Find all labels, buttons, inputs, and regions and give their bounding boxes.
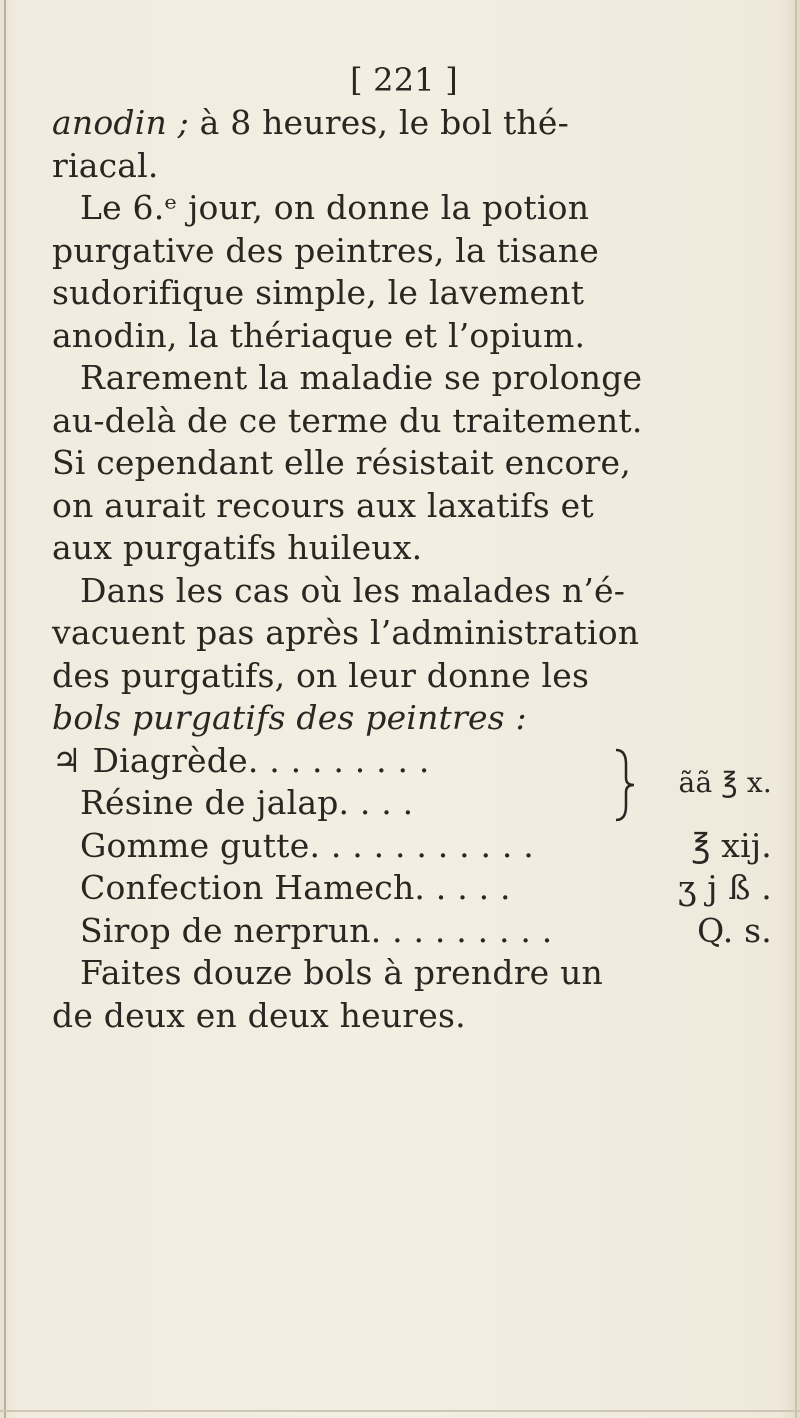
text-line: purgative des peintres, la tisane — [52, 230, 599, 270]
recipe-quantity: Q. s. — [697, 910, 772, 950]
text-line: de deux en deux heures. — [52, 995, 466, 1035]
text-line — [52, 102, 772, 145]
text-line: riacal. — [52, 145, 159, 185]
recipe-ingredient: Gomme gutte. . . . . . . . . . . — [80, 825, 534, 865]
page-number: [ 221 ] — [350, 61, 458, 99]
text-line: Si cependant elle résistait encore, — [52, 443, 631, 482]
recipe-row — [52, 740, 772, 783]
text-line: Rarement la maladie se prolonge — [80, 358, 643, 397]
recipe-row — [52, 782, 772, 825]
recipe-quantity: ℥ xij. — [691, 825, 772, 865]
text-line: aux purgatifs huileux. — [52, 528, 423, 567]
text-line: Faites douze bols à prendre un — [80, 953, 603, 992]
text-line: bols purgatifs des peintres : — [52, 698, 527, 737]
text-line: on aurait recours aux laxatifs et — [52, 485, 594, 525]
recipe-ingredient: ♃ Diagrède. . . . . . . . . — [52, 740, 430, 780]
recipe-ingredient: Résine de jalap. . . . — [80, 783, 414, 822]
text-line: Dans les cas où les malades n’é- — [80, 570, 626, 610]
text-line: des purgatifs, on leur donne les — [52, 655, 590, 695]
page-bottom-edge — [0, 1410, 800, 1412]
recipe-row — [52, 825, 772, 868]
text-line: sudorifique simple, le lavement — [52, 273, 585, 312]
line-rest: à 8 heures, le bol thé- — [188, 103, 569, 142]
recipe-block — [52, 740, 772, 953]
page-text — [52, 58, 772, 1037]
recipe-row — [52, 910, 772, 953]
recipe-ingredient: Sirop de nerprun. . . . . . . . . — [80, 910, 553, 950]
text-line: anodin, la thériaque et l’opium. — [52, 315, 586, 355]
shared-dose: ãã ℥ x. — [678, 765, 772, 799]
page-left-edge — [4, 0, 6, 1418]
brace-icon — [612, 746, 638, 824]
recipe-row — [52, 867, 772, 910]
text-line: vacuent pas après l’administration — [52, 613, 640, 652]
recipe-ingredient: Confection Hamech. . . . . — [80, 868, 511, 907]
page-right-edge — [795, 0, 797, 1418]
text-line: Le 6.ᵉ jour, on donne la potion — [80, 188, 590, 227]
italic-word: anodin ; — [52, 103, 189, 142]
recipe-quantity: ʒ j ß . — [677, 868, 772, 907]
text-line: au-delà de ce terme du traitement. — [52, 400, 643, 440]
